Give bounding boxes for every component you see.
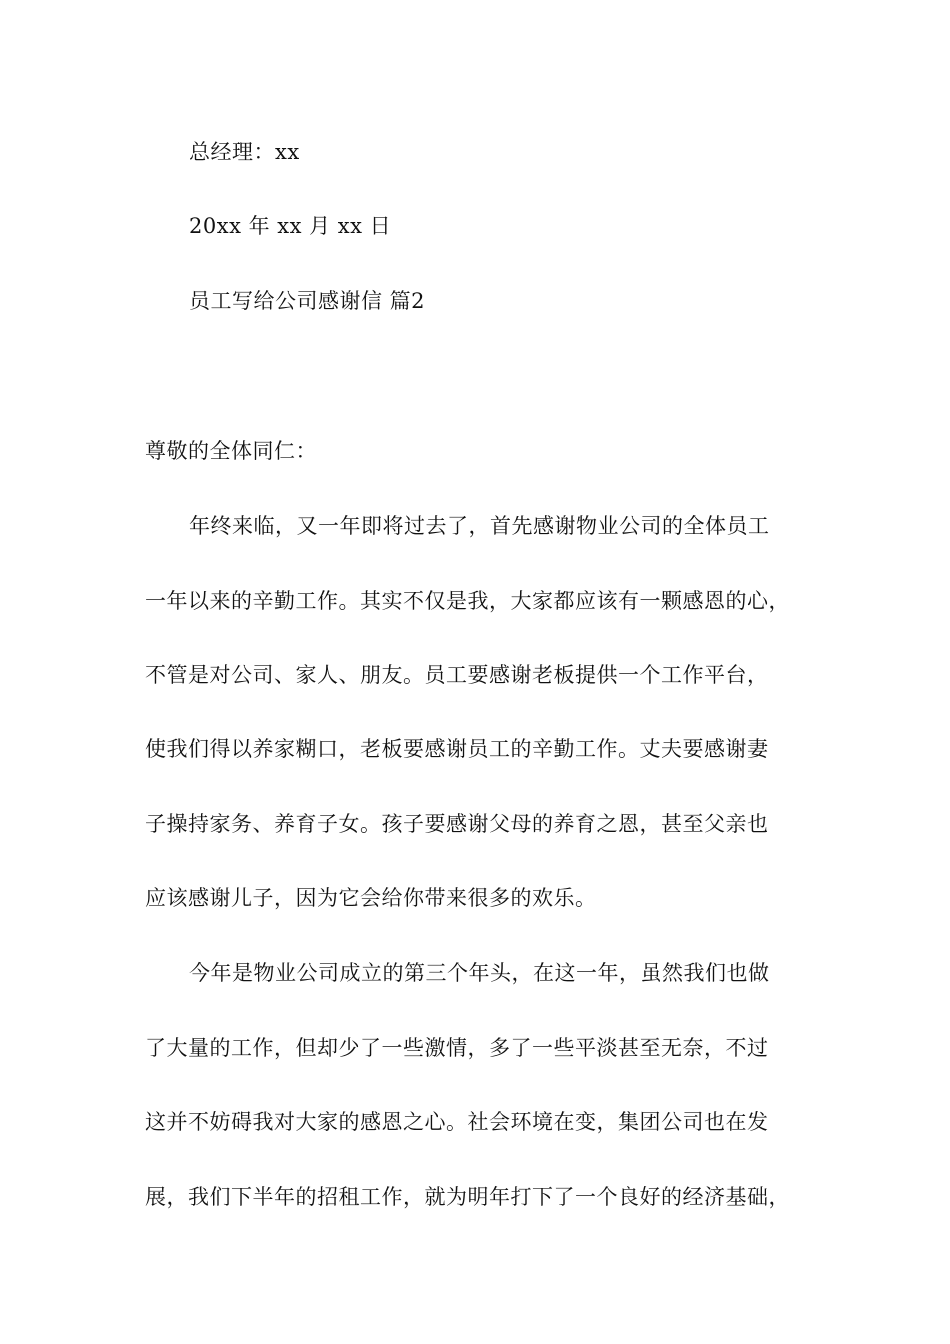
paragraph-line: 不管是对公司、家人、朋友。员工要感谢老板提供一个工作平台， (145, 663, 769, 687)
paragraph-line: 子操持家务、养育子女。孩子要感谢父母的养育之恩，甚至父亲也 (145, 812, 769, 836)
paragraph-line: 一年以来的辛勤工作。其实不仅是我，大家都应该有一颗感恩的心， (145, 589, 790, 613)
paragraph-line: 应该感谢儿子，因为它会给你带来很多的欢乐。 (145, 886, 597, 910)
paragraph-line: 了大量的工作，但却少了一些激情，多了一些平淡甚至无奈，不过 (145, 1036, 769, 1060)
salutation: 尊敬的全体同仁： (145, 439, 317, 463)
section-title: 员工写给公司感谢信 篇2 (189, 289, 426, 313)
paragraph-line: 年终来临，又一年即将过去了，首先感谢物业公司的全体员工 (189, 514, 770, 538)
paragraph-line: 这并不妨碍我对大家的感恩之心。社会环境在变，集团公司也在发 (145, 1110, 769, 1134)
paragraph-line: 使我们得以养家糊口，老板要感谢员工的辛勤工作。丈夫要感谢妻 (145, 737, 769, 761)
manager-signature: 总经理：xx (189, 140, 300, 164)
paragraph-line: 今年是物业公司成立的第三个年头，在这一年，虽然我们也做 (189, 961, 770, 985)
date-line: 20xx 年 xx 月 xx 日 (189, 214, 392, 238)
paragraph-line: 展，我们下半年的招租工作，就为明年打下了一个良好的经济基础， (145, 1185, 790, 1209)
